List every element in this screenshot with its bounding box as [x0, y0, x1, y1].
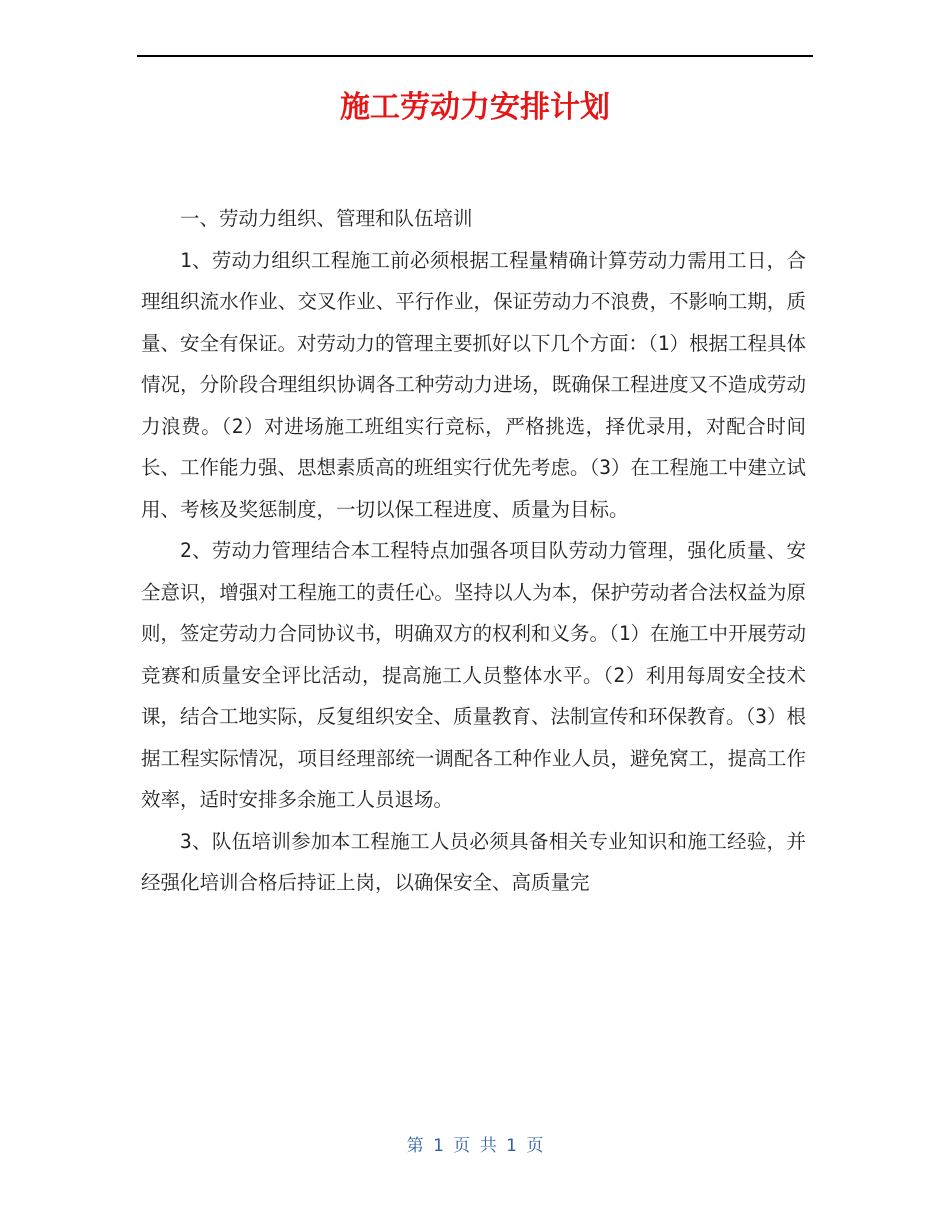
document-body — [141, 198, 806, 904]
header-rule — [137, 55, 813, 57]
page-number-footer: 第 1 页 共 1 页 — [406, 1136, 544, 1156]
paragraph-team-training: 3、队伍培训参加本工程施工人员必须具备相关专业知识和施工经验，并经强化培训合格后持证上岗，以确保安全、高质量完 — [141, 829, 806, 894]
paragraph-labor-management: 2、劳动力管理结合本工程特点加强各项目队劳动力管理，强化质量、安全意识，增强对工程施工的责任心。坚持以人为本，保护劳动者合法权益为原则，签定劳动力合同协议书，明确双方的权利和义务。（1）在施工中开展劳动竞赛和质量安全评比活动，提高施工人员整体水平。（2）利用每周安全技术课，结合工地实际，反复组织安全、质量教育、法制宣传和环保教育。（3）根据工程实际情况，项目经理部统一调配各工种作业人员，避免窝工，提高工作效率，适时安排多余施工人员退场。 — [141, 539, 806, 811]
paragraph-labor-organization: 1、劳动力组织工程施工前必须根据工程量精确计算劳动力需用工日，合理组织流水作业、交叉作业、平行作业，保证劳动力不浪费，不影响工期，质量、安全有保证。对劳动力的管理主要抓好以下几个方面：（1）根据工程具体情况，分阶段合理组织协调各工种劳动力进场，既确保工程进度又不造成劳动力浪费。（2）对进场施工班组实行竞标，严格挑选，择优录用，对配合时间长、工作能力强、思想素质高的班组实行优先考虑。（3）在工程施工中建立试用、考核及奖惩制度，一切以保工程进度、质量为目标。 — [141, 248, 806, 521]
section-heading: 一、劳动力组织、管理和队伍培训 — [180, 207, 473, 230]
document-title: 施工劳动力安排计划 — [340, 90, 610, 125]
